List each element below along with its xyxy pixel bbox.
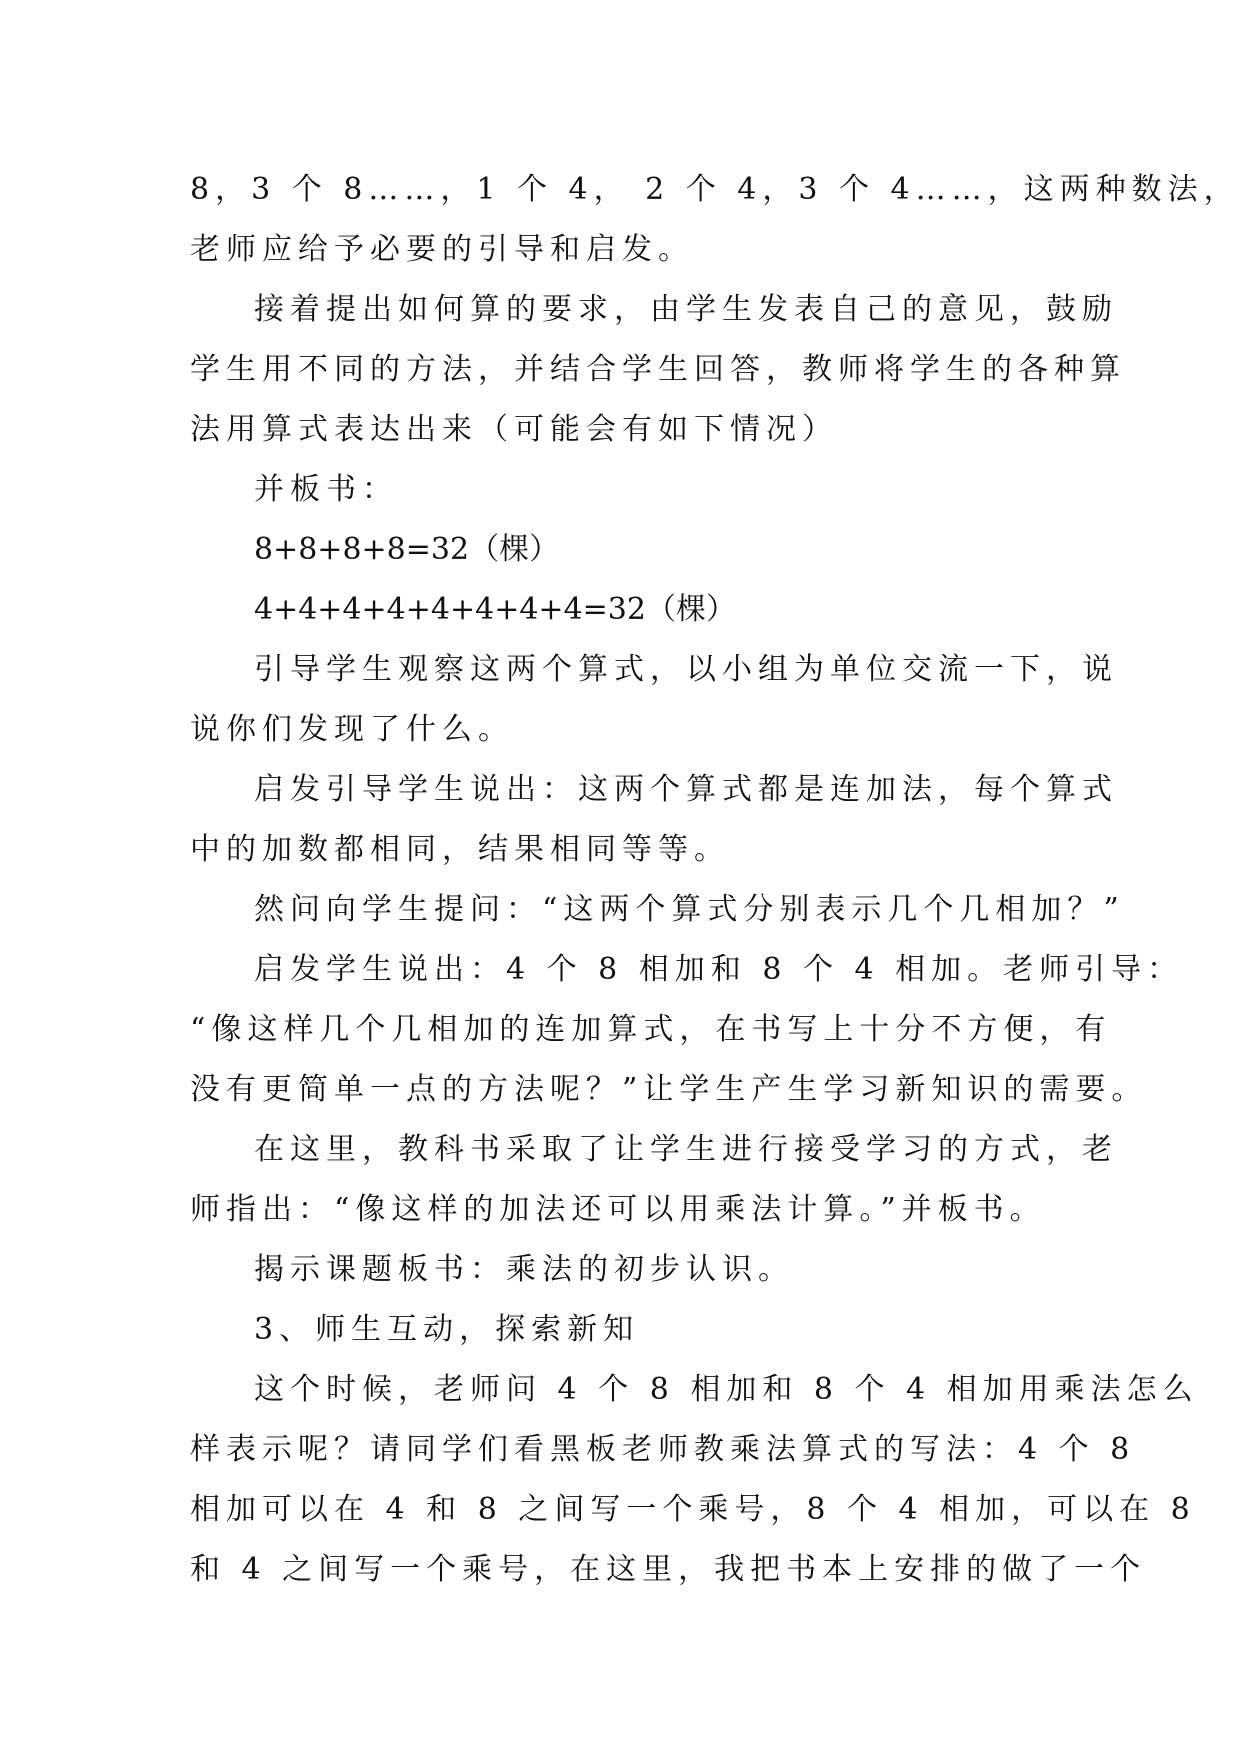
text-line: 样表示呢？请同学们看黑板老师教乘法算式的写法：4 个 8 [190,1432,1136,1467]
text-line: 相加可以在 4 和 8 之间写一个乘号，8 个 4 相加，可以在 8 [190,1492,1196,1527]
paragraph-line: 引导学生观察这两个算式，以小组为单位交流一下，说 [254,652,1118,687]
text-line: 学生用不同的方法，并结合学生回答，教师将学生的各种算 [190,352,1126,387]
text-line: 没有更简单一点的方法呢？”让学生产生学习新知识的需要。 [190,1072,1148,1107]
text-line: 法用算式表达出来（可能会有如下情况） [190,412,838,447]
equation-line: 4+4+4+4+4+4+4+4=32（棵） [254,592,736,627]
text-line: 说你们发现了什么。 [190,712,514,747]
paragraph-line: 接着提出如何算的要求，由学生发表自己的意见，鼓励 [254,292,1118,327]
text-line: “像这样几个几相加的连加算式，在书写上十分不方便，有 [190,1012,1112,1047]
paragraph-line: 揭示课题板书：乘法的初步认识。 [254,1252,794,1287]
paragraph-line: 在这里，教科书采取了让学生进行接受学习的方式，老 [254,1132,1118,1167]
paragraph-line: 启发学生说出：4 个 8 相加和 8 个 4 相加。老师引导： [254,952,1184,987]
paragraph-line: 启发引导学生说出：这两个算式都是连加法，每个算式 [254,772,1118,807]
text-line: 和 4 之间写一个乘号，在这里，我把书本上安排的做了一个 [190,1552,1147,1587]
paragraph-line: 然问向学生提问：“这两个算式分别表示几个几相加？” [254,892,1125,927]
text-line: 老师应给予必要的引导和启发。 [190,232,694,267]
document-page [190,160,1240,1600]
equation-line: 8+8+8+8=32（棵） [254,532,560,567]
text-line: 中的加数都相同，结果相同等等。 [190,832,730,867]
paragraph-line: 并板书： [254,472,398,507]
text-line: 师指出：“像这样的加法还可以用乘法计算。”并板书。 [190,1192,1046,1227]
text-line: 8，3 个 8……，1 个 4， 2 个 4，3 个 4……，这两种数法， [190,172,1240,207]
section-heading: 3、师生互动，探索新知 [254,1312,640,1347]
paragraph-line: 这个时候，老师问 4 个 8 相加和 8 个 4 相加用乘法怎么 [254,1372,1199,1407]
